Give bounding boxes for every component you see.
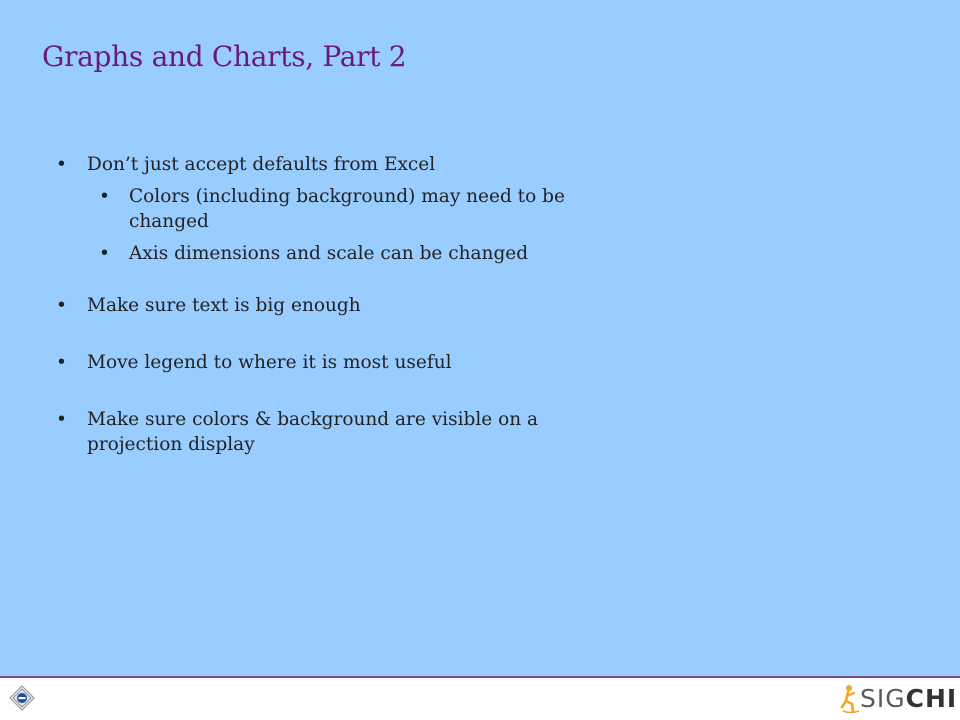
bullet-item xyxy=(50,350,570,375)
sub-bullet-list xyxy=(87,184,570,266)
slide-title: Graphs and Charts, Part 2 xyxy=(42,40,407,73)
sub-bullet-item xyxy=(87,241,570,266)
bullet-text: Move legend to where it is most useful xyxy=(87,352,452,373)
bullet-item xyxy=(50,407,570,457)
sigchi-text-chi: CHI xyxy=(905,684,958,713)
bullet-marker: • xyxy=(56,295,67,316)
sigchi-text-sig: SIG xyxy=(860,684,906,713)
bullet-marker: • xyxy=(99,243,110,264)
bullet-marker: • xyxy=(56,154,67,175)
sub-bullet-text: Colors (including background) may need to be changed xyxy=(129,186,565,232)
sigchi-wordmark xyxy=(860,685,957,713)
bullet-text: Make sure text is big enough xyxy=(87,295,361,316)
bullet-marker: • xyxy=(99,186,110,207)
sigchi-logo xyxy=(840,683,958,715)
acm-logo-icon xyxy=(9,685,35,711)
bullet-item xyxy=(50,293,570,318)
bullet-marker: • xyxy=(56,409,67,430)
bullet-list xyxy=(50,152,570,457)
bullet-text: Don’t just accept defaults from Excel xyxy=(87,154,436,175)
bullet-marker: • xyxy=(56,352,67,373)
slide-footer xyxy=(0,678,960,720)
sigchi-figure-icon xyxy=(840,683,862,715)
bullet-text: Make sure colors & background are visible on a projection display xyxy=(87,409,539,455)
sub-bullet-item xyxy=(87,184,570,234)
sub-bullet-text: Axis dimensions and scale can be changed xyxy=(129,243,529,264)
bullet-item xyxy=(50,152,570,266)
